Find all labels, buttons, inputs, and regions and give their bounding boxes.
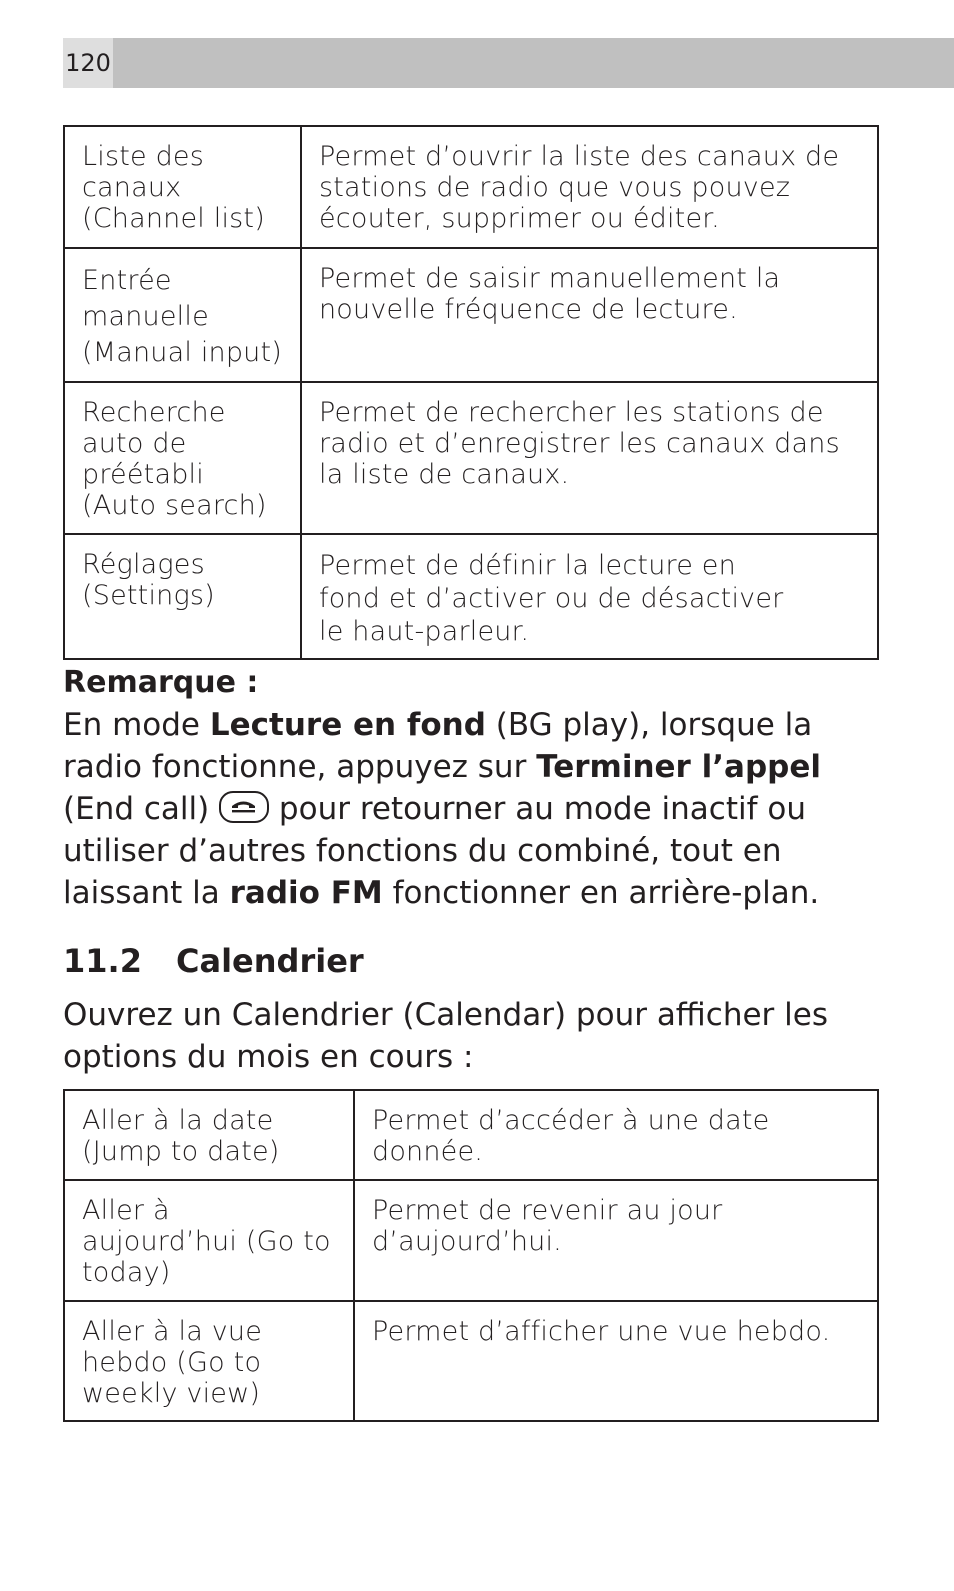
table-row [64,534,878,659]
note-block [63,662,883,914]
section-intro: Ouvrez un Calendrier (Calendar) pour afficher les options du mois en cours : [63,997,828,1075]
end-call-icon [219,791,269,823]
section-heading [63,939,364,983]
description-cell: Permet d’afficher une vue hebdo. [354,1301,878,1421]
note-title: Remarque : [63,665,259,700]
option-cell: Aller à la vue hebdo (Go to weekly view) [64,1301,354,1421]
option-cell: Liste des canaux (Channel list) [64,126,301,248]
table-row [64,382,878,534]
description-cell: Permet de rechercher les stations de radio et d’enregistrer les canaux dans la liste de canaux. [301,382,878,534]
table-row [64,126,878,248]
table-row [64,1090,878,1180]
calendar-options-table [63,1089,879,1422]
description-cell: Permet d’ouvrir la liste des canaux de stations de radio que vous pouvez écouter, supprimer ou éditer. [301,126,878,248]
description-cell: Permet de saisir manuellement la nouvelle fréquence de lecture. [301,248,878,382]
option-cell: Aller à aujourd’hui (Go to today) [64,1180,354,1301]
description-cell: Permet de définir la lecture en fond et d’activer ou de désactiver le haut-parleur. [301,534,878,659]
table-row [64,1180,878,1301]
page-header-bar [63,38,954,88]
option-cell: Recherche auto de préétabli (Auto search) [64,382,301,534]
section-number: 11.2 [63,942,142,980]
description-cell: Permet d’accéder à une date donnée. [354,1090,878,1180]
table-row [64,248,878,382]
option-cell: Réglages (Settings) [64,534,301,659]
section-title: Calendrier [176,942,364,980]
page-number: 120 [63,38,113,88]
description-cell: Permet de revenir au jour d’aujourd’hui. [354,1180,878,1301]
table-row [64,1301,878,1421]
option-cell: Entrée manuelle (Manual input) [64,248,301,382]
note-text: En mode Lecture en fond (BG play), lorsque la radio fonctionne, appuyez sur Terminer l’appel (End call) pour retourner au mode inactif ou utiliser d’autres fonctions du combiné, tout en laissant la radio FM fonctionner en arrière-plan. [63,707,821,911]
option-cell: Aller à la date (Jump to date) [64,1090,354,1180]
radio-options-table [63,125,879,660]
